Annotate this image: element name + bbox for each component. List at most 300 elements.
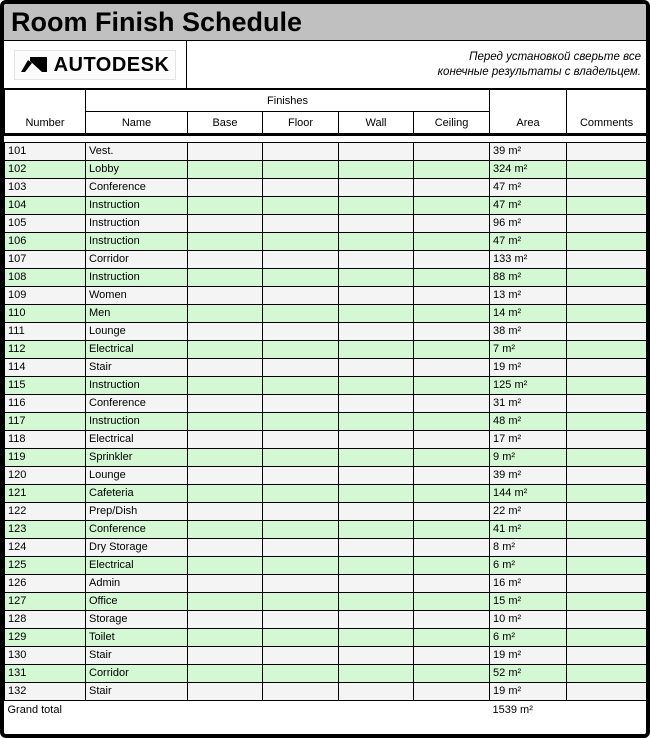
cell-number: 109 [5,287,86,305]
cell-name: Dry Storage [86,539,188,557]
cell-ceiling [414,251,490,269]
cell-number: 114 [5,359,86,377]
cell-floor [263,557,339,575]
table-row [5,215,647,233]
cell-comments [567,467,647,485]
table-row [5,143,647,161]
cell-comments [567,557,647,575]
cell-number: 132 [5,683,86,701]
cell-ceiling [414,629,490,647]
cell-number: 125 [5,557,86,575]
cell-number: 119 [5,449,86,467]
cell-wall [339,647,414,665]
cell-floor [263,575,339,593]
cell-number: 128 [5,611,86,629]
table-row [5,611,647,629]
cell-wall [339,377,414,395]
cell-area: 10 m² [490,611,567,629]
cell-name: Instruction [86,413,188,431]
cell-area: 144 m² [490,485,567,503]
cell-name: Toilet [86,629,188,647]
cell-wall [339,629,414,647]
cell-area: 39 m² [490,467,567,485]
cell-area: 19 m² [490,647,567,665]
cell-name: Conference [86,395,188,413]
cell-name: Stair [86,683,188,701]
cell-comments [567,485,647,503]
cell-area: 125 m² [490,377,567,395]
cell-name: Conference [86,521,188,539]
table-row [5,647,647,665]
cell-name: Storage [86,611,188,629]
cell-floor [263,323,339,341]
cell-number: 117 [5,413,86,431]
cell-comments [567,647,647,665]
cell-base [188,593,263,611]
cell-base [188,269,263,287]
cell-wall [339,611,414,629]
table-row [5,179,647,197]
cell-floor [263,503,339,521]
cell-area: 9 m² [490,449,567,467]
cell-name: Corridor [86,251,188,269]
column-header-name: Name [86,112,188,135]
cell-ceiling [414,503,490,521]
cell-area: 324 m² [490,161,567,179]
cell-ceiling [414,413,490,431]
room-finish-schedule-table [4,89,647,719]
table-row [5,251,647,269]
cell-number: 101 [5,143,86,161]
cell-name: Sprinkler [86,449,188,467]
cell-ceiling [414,377,490,395]
cell-comments [567,161,647,179]
cell-ceiling [414,611,490,629]
cell-ceiling [414,323,490,341]
page-title: Room Finish Schedule [11,6,303,37]
cell-ceiling [414,539,490,557]
cell-ceiling [414,557,490,575]
cell-number: 121 [5,485,86,503]
table-row [5,161,647,179]
cell-number: 105 [5,215,86,233]
cell-ceiling [414,305,490,323]
cell-comments [567,251,647,269]
grand-total-area: 1539 m² [490,701,647,720]
cell-name: Lobby [86,161,188,179]
cell-floor [263,377,339,395]
cell-floor [263,197,339,215]
cell-name: Stair [86,359,188,377]
table-row [5,593,647,611]
cell-floor [263,449,339,467]
cell-name: Instruction [86,269,188,287]
cell-comments [567,215,647,233]
header-spacer [5,135,647,143]
table-header [5,90,647,135]
cell-ceiling [414,449,490,467]
table-row [5,377,647,395]
cell-base [188,233,263,251]
cell-area: 133 m² [490,251,567,269]
cell-base [188,413,263,431]
cell-floor [263,179,339,197]
cell-area: 31 m² [490,395,567,413]
grand-total-row [5,701,647,720]
cell-comments [567,431,647,449]
cell-floor [263,647,339,665]
table-row [5,287,647,305]
cell-wall [339,323,414,341]
cell-comments [567,503,647,521]
cell-ceiling [414,395,490,413]
cell-number: 103 [5,179,86,197]
cell-base [188,557,263,575]
cell-base [188,683,263,701]
cell-wall [339,341,414,359]
column-header-number: Number [5,90,86,135]
cell-floor [263,341,339,359]
header-group-row [5,90,647,112]
cell-number: 130 [5,647,86,665]
cell-ceiling [414,521,490,539]
cell-ceiling [414,359,490,377]
cell-area: 17 m² [490,431,567,449]
cell-name: Prep/Dish [86,503,188,521]
cell-base [188,197,263,215]
cell-comments [567,287,647,305]
cell-wall [339,233,414,251]
cell-number: 123 [5,521,86,539]
cell-name: Women [86,287,188,305]
cell-wall [339,197,414,215]
cell-floor [263,593,339,611]
cell-floor [263,485,339,503]
table-row [5,269,647,287]
cell-floor [263,269,339,287]
cell-ceiling [414,683,490,701]
cell-comments [567,449,647,467]
cell-floor [263,629,339,647]
logo-cell [4,41,187,88]
cell-floor [263,683,339,701]
cell-base [188,287,263,305]
cell-floor [263,611,339,629]
table-row [5,431,647,449]
cell-number: 131 [5,665,86,683]
cell-base [188,323,263,341]
autodesk-wordmark: AUTODESK [53,53,170,76]
cell-base [188,377,263,395]
cell-area: 16 m² [490,575,567,593]
cell-name: Instruction [86,233,188,251]
cell-floor [263,161,339,179]
cell-area: 13 m² [490,287,567,305]
cell-base [188,467,263,485]
cell-area: 7 m² [490,341,567,359]
cell-number: 124 [5,539,86,557]
cell-name: Corridor [86,665,188,683]
cell-floor [263,305,339,323]
cell-ceiling [414,467,490,485]
cell-ceiling [414,431,490,449]
cell-area: 47 m² [490,179,567,197]
cell-floor [263,233,339,251]
cell-comments [567,395,647,413]
cell-wall [339,287,414,305]
cell-comments [567,269,647,287]
cell-area: 39 m² [490,143,567,161]
cell-comments [567,683,647,701]
cell-name: Instruction [86,215,188,233]
cell-base [188,359,263,377]
cell-area: 96 m² [490,215,567,233]
cell-number: 107 [5,251,86,269]
cell-area: 19 m² [490,683,567,701]
cell-wall [339,179,414,197]
cell-number: 112 [5,341,86,359]
table-row [5,413,647,431]
cell-name: Instruction [86,377,188,395]
cell-area: 38 m² [490,323,567,341]
cell-number: 102 [5,161,86,179]
cell-ceiling [414,665,490,683]
table-row [5,683,647,701]
cell-base [188,161,263,179]
cell-number: 106 [5,233,86,251]
cell-area: 88 m² [490,269,567,287]
schedule-body [5,143,647,701]
cell-area: 8 m² [490,539,567,557]
cell-wall [339,305,414,323]
cell-name: Office [86,593,188,611]
cell-base [188,305,263,323]
table-row [5,485,647,503]
cell-name: Men [86,305,188,323]
cell-base [188,215,263,233]
table-row [5,629,647,647]
cell-wall [339,521,414,539]
cell-wall [339,395,414,413]
cell-ceiling [414,485,490,503]
table-row [5,449,647,467]
cell-base [188,503,263,521]
title-bar [4,4,646,41]
cell-comments [567,611,647,629]
cell-wall [339,539,414,557]
cell-ceiling [414,197,490,215]
cell-comments [567,305,647,323]
cell-ceiling [414,215,490,233]
cell-number: 116 [5,395,86,413]
cell-comments [567,521,647,539]
cell-wall [339,449,414,467]
brand-band [4,41,646,89]
table-row [5,467,647,485]
table-row [5,557,647,575]
owner-note-line2: конечные результаты с владельцем. [437,65,641,78]
cell-area: 48 m² [490,413,567,431]
table-row [5,197,647,215]
cell-floor [263,215,339,233]
cell-base [188,179,263,197]
cell-area: 15 m² [490,593,567,611]
autodesk-logo [14,50,177,80]
table-row [5,539,647,557]
cell-number: 111 [5,323,86,341]
grand-total-label: Grand total [5,701,490,720]
cell-ceiling [414,143,490,161]
table-row [5,575,647,593]
cell-wall [339,251,414,269]
cell-area: 6 m² [490,629,567,647]
cell-wall [339,359,414,377]
table-row [5,665,647,683]
cell-comments [567,413,647,431]
cell-ceiling [414,269,490,287]
cell-name: Admin [86,575,188,593]
cell-floor [263,287,339,305]
column-header-base: Base [188,112,263,135]
cell-area: 47 m² [490,233,567,251]
cell-base [188,629,263,647]
cell-area: 41 m² [490,521,567,539]
cell-number: 120 [5,467,86,485]
cell-ceiling [414,341,490,359]
cell-base [188,647,263,665]
column-header-floor: Floor [263,112,339,135]
cell-base [188,665,263,683]
table-row [5,233,647,251]
autodesk-mark-icon [21,57,47,72]
table-row [5,521,647,539]
cell-floor [263,359,339,377]
cell-number: 115 [5,377,86,395]
cell-number: 104 [5,197,86,215]
cell-base [188,143,263,161]
column-group-finishes: Finishes [86,90,490,112]
owner-note [187,41,646,88]
cell-wall [339,593,414,611]
cell-comments [567,665,647,683]
cell-base [188,575,263,593]
cell-wall [339,431,414,449]
cell-base [188,449,263,467]
cell-area: 52 m² [490,665,567,683]
cell-base [188,611,263,629]
cell-ceiling [414,287,490,305]
cell-base [188,431,263,449]
cell-area: 19 m² [490,359,567,377]
cell-wall [339,683,414,701]
cell-number: 108 [5,269,86,287]
cell-comments [567,323,647,341]
cell-ceiling [414,179,490,197]
cell-floor [263,539,339,557]
cell-name: Lounge [86,323,188,341]
cell-comments [567,593,647,611]
cell-base [188,341,263,359]
cell-wall [339,503,414,521]
cell-ceiling [414,233,490,251]
cell-wall [339,557,414,575]
cell-number: 127 [5,593,86,611]
column-header-ceiling: Ceiling [414,112,490,135]
cell-wall [339,215,414,233]
cell-base [188,395,263,413]
cell-number: 126 [5,575,86,593]
cell-floor [263,431,339,449]
cell-wall [339,161,414,179]
cell-number: 122 [5,503,86,521]
cell-name: Cafeteria [86,485,188,503]
cell-floor [263,143,339,161]
cell-name: Instruction [86,197,188,215]
cell-area: 6 m² [490,557,567,575]
table-row [5,341,647,359]
cell-wall [339,467,414,485]
cell-base [188,521,263,539]
owner-note-line1: Перед установкой сверьте все [469,50,641,63]
cell-comments [567,359,647,377]
cell-ceiling [414,575,490,593]
cell-floor [263,395,339,413]
cell-comments [567,341,647,359]
cell-wall [339,413,414,431]
cell-comments [567,575,647,593]
cell-comments [567,179,647,197]
column-header-area: Area [490,90,567,135]
cell-wall [339,485,414,503]
cell-wall [339,575,414,593]
table-row [5,395,647,413]
cell-floor [263,251,339,269]
cell-wall [339,665,414,683]
table-row [5,503,647,521]
cell-area: 14 m² [490,305,567,323]
cell-comments [567,197,647,215]
cell-area: 22 m² [490,503,567,521]
cell-base [188,539,263,557]
table-row [5,359,647,377]
cell-floor [263,665,339,683]
cell-name: Electrical [86,431,188,449]
table-row [5,323,647,341]
cell-ceiling [414,593,490,611]
cell-ceiling [414,647,490,665]
cell-comments [567,143,647,161]
cell-name: Vest. [86,143,188,161]
cell-comments [567,539,647,557]
cell-base [188,485,263,503]
table-row [5,305,647,323]
cell-floor [263,521,339,539]
cell-comments [567,629,647,647]
cell-wall [339,269,414,287]
cell-number: 129 [5,629,86,647]
cell-base [188,251,263,269]
cell-floor [263,413,339,431]
cell-area: 47 m² [490,197,567,215]
cell-floor [263,467,339,485]
cell-name: Conference [86,179,188,197]
cell-name: Electrical [86,341,188,359]
cell-comments [567,233,647,251]
cell-name: Stair [86,647,188,665]
cell-number: 110 [5,305,86,323]
column-header-comments: Comments [567,90,647,135]
column-header-wall: Wall [339,112,414,135]
